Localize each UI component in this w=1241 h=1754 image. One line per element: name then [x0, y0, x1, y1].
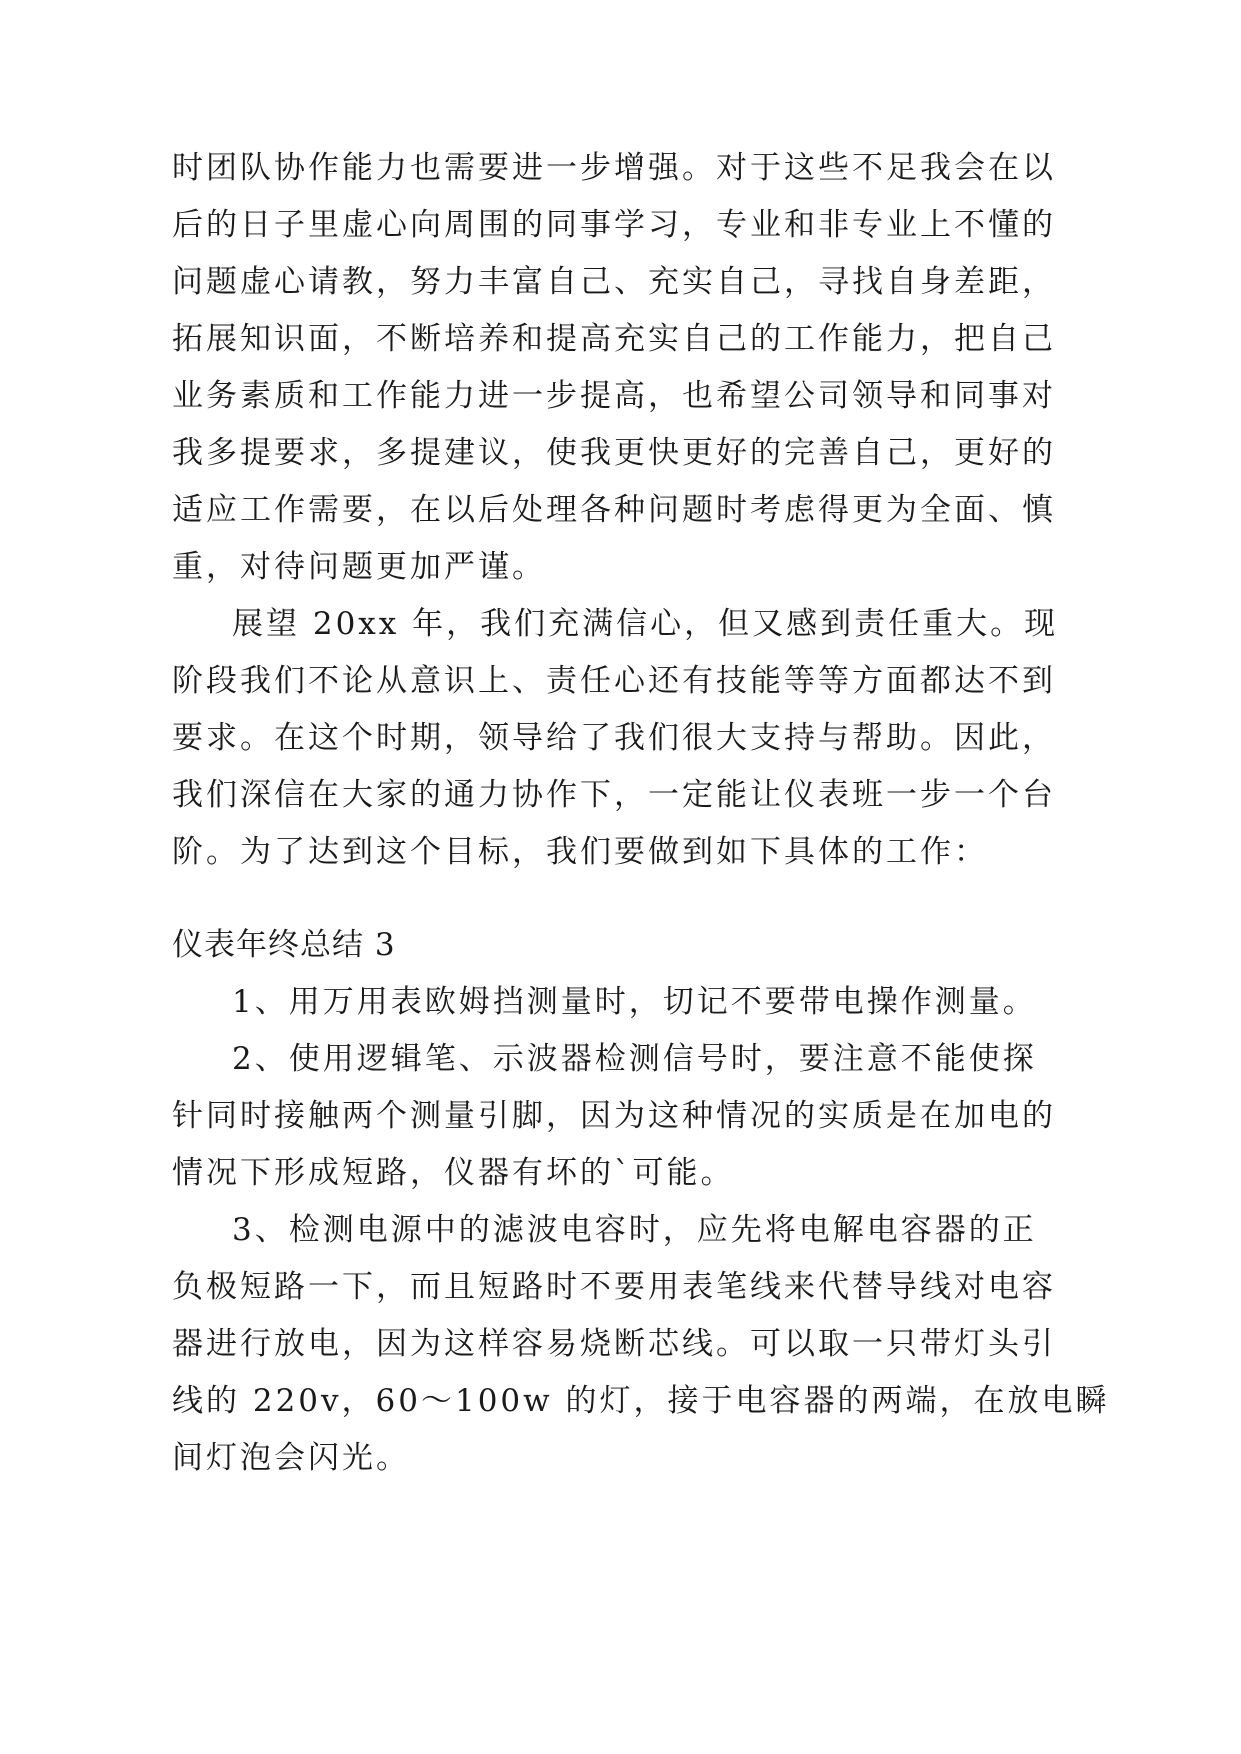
paragraph-line: 拓展知识面，不断培养和提高充实自己的工作能力，把自己: [172, 321, 1056, 357]
paragraph-line: 适应工作需要，在以后处理各种问题时考虑得更为全面、慎: [172, 492, 1056, 528]
section-heading: 仪表年终总结 3: [172, 927, 396, 963]
paragraph-line: 我们深信在大家的通力协作下，一定能让仪表班一步一个台: [172, 777, 1056, 813]
paragraph-line: 针同时接触两个测量引脚，因为这种情况的实质是在加电的: [172, 1098, 1056, 1134]
paragraph-line: 问题虚心请教，努力丰富自己、充实自己，寻找自身差距，: [172, 264, 1056, 300]
paragraph-line: 间灯泡会闪光。: [172, 1440, 410, 1476]
paragraph-line: 后的日子里虚心向周围的同事学习，专业和非专业上不懂的: [172, 207, 1056, 243]
paragraph-line: 业务素质和工作能力进一步提高，也希望公司领导和同事对: [172, 378, 1056, 414]
paragraph-line: 器进行放电，因为这样容易烧断芯线。可以取一只带灯头引: [172, 1326, 1056, 1362]
paragraph-line: 时团队协作能力也需要进一步增强。对于这些不足我会在以: [172, 150, 1056, 186]
paragraph-line: 阶段我们不论从意识上、责任心还有技能等等方面都达不到: [172, 663, 1056, 699]
paragraph-line: 线的 220v，60～100w 的灯，接于电容器的两端，在放电瞬: [172, 1383, 1110, 1419]
paragraph-line: 负极短路一下，而且短路时不要用表笔线来代替导线对电容: [172, 1269, 1056, 1305]
paragraph-line: 我多提要求，多提建议，使我更快更好的完善自己，更好的: [172, 435, 1056, 471]
paragraph-line: 重，对待问题更加严谨。: [172, 549, 546, 585]
paragraph-line: 要求。在这个时期，领导给了我们很大支持与帮助。因此，: [172, 720, 1056, 756]
paragraph-line: 展望 20xx 年，我们充满信心，但又感到责任重大。现: [232, 606, 1059, 642]
paragraph-line: 2、使用逻辑笔、示波器检测信号时，要注意不能使探: [232, 1041, 1037, 1077]
paragraph-line: 情况下形成短路，仪器有坏的`可能。: [172, 1155, 735, 1191]
paragraph-line: 3、检测电源中的滤波电容时，应先将电解电容器的正: [232, 1212, 1037, 1248]
paragraph-line: 1、用万用表欧姆挡测量时，切记不要带电操作测量。: [232, 984, 1037, 1020]
paragraph-line: 阶。为了达到这个目标，我们要做到如下具体的工作：: [172, 834, 988, 870]
